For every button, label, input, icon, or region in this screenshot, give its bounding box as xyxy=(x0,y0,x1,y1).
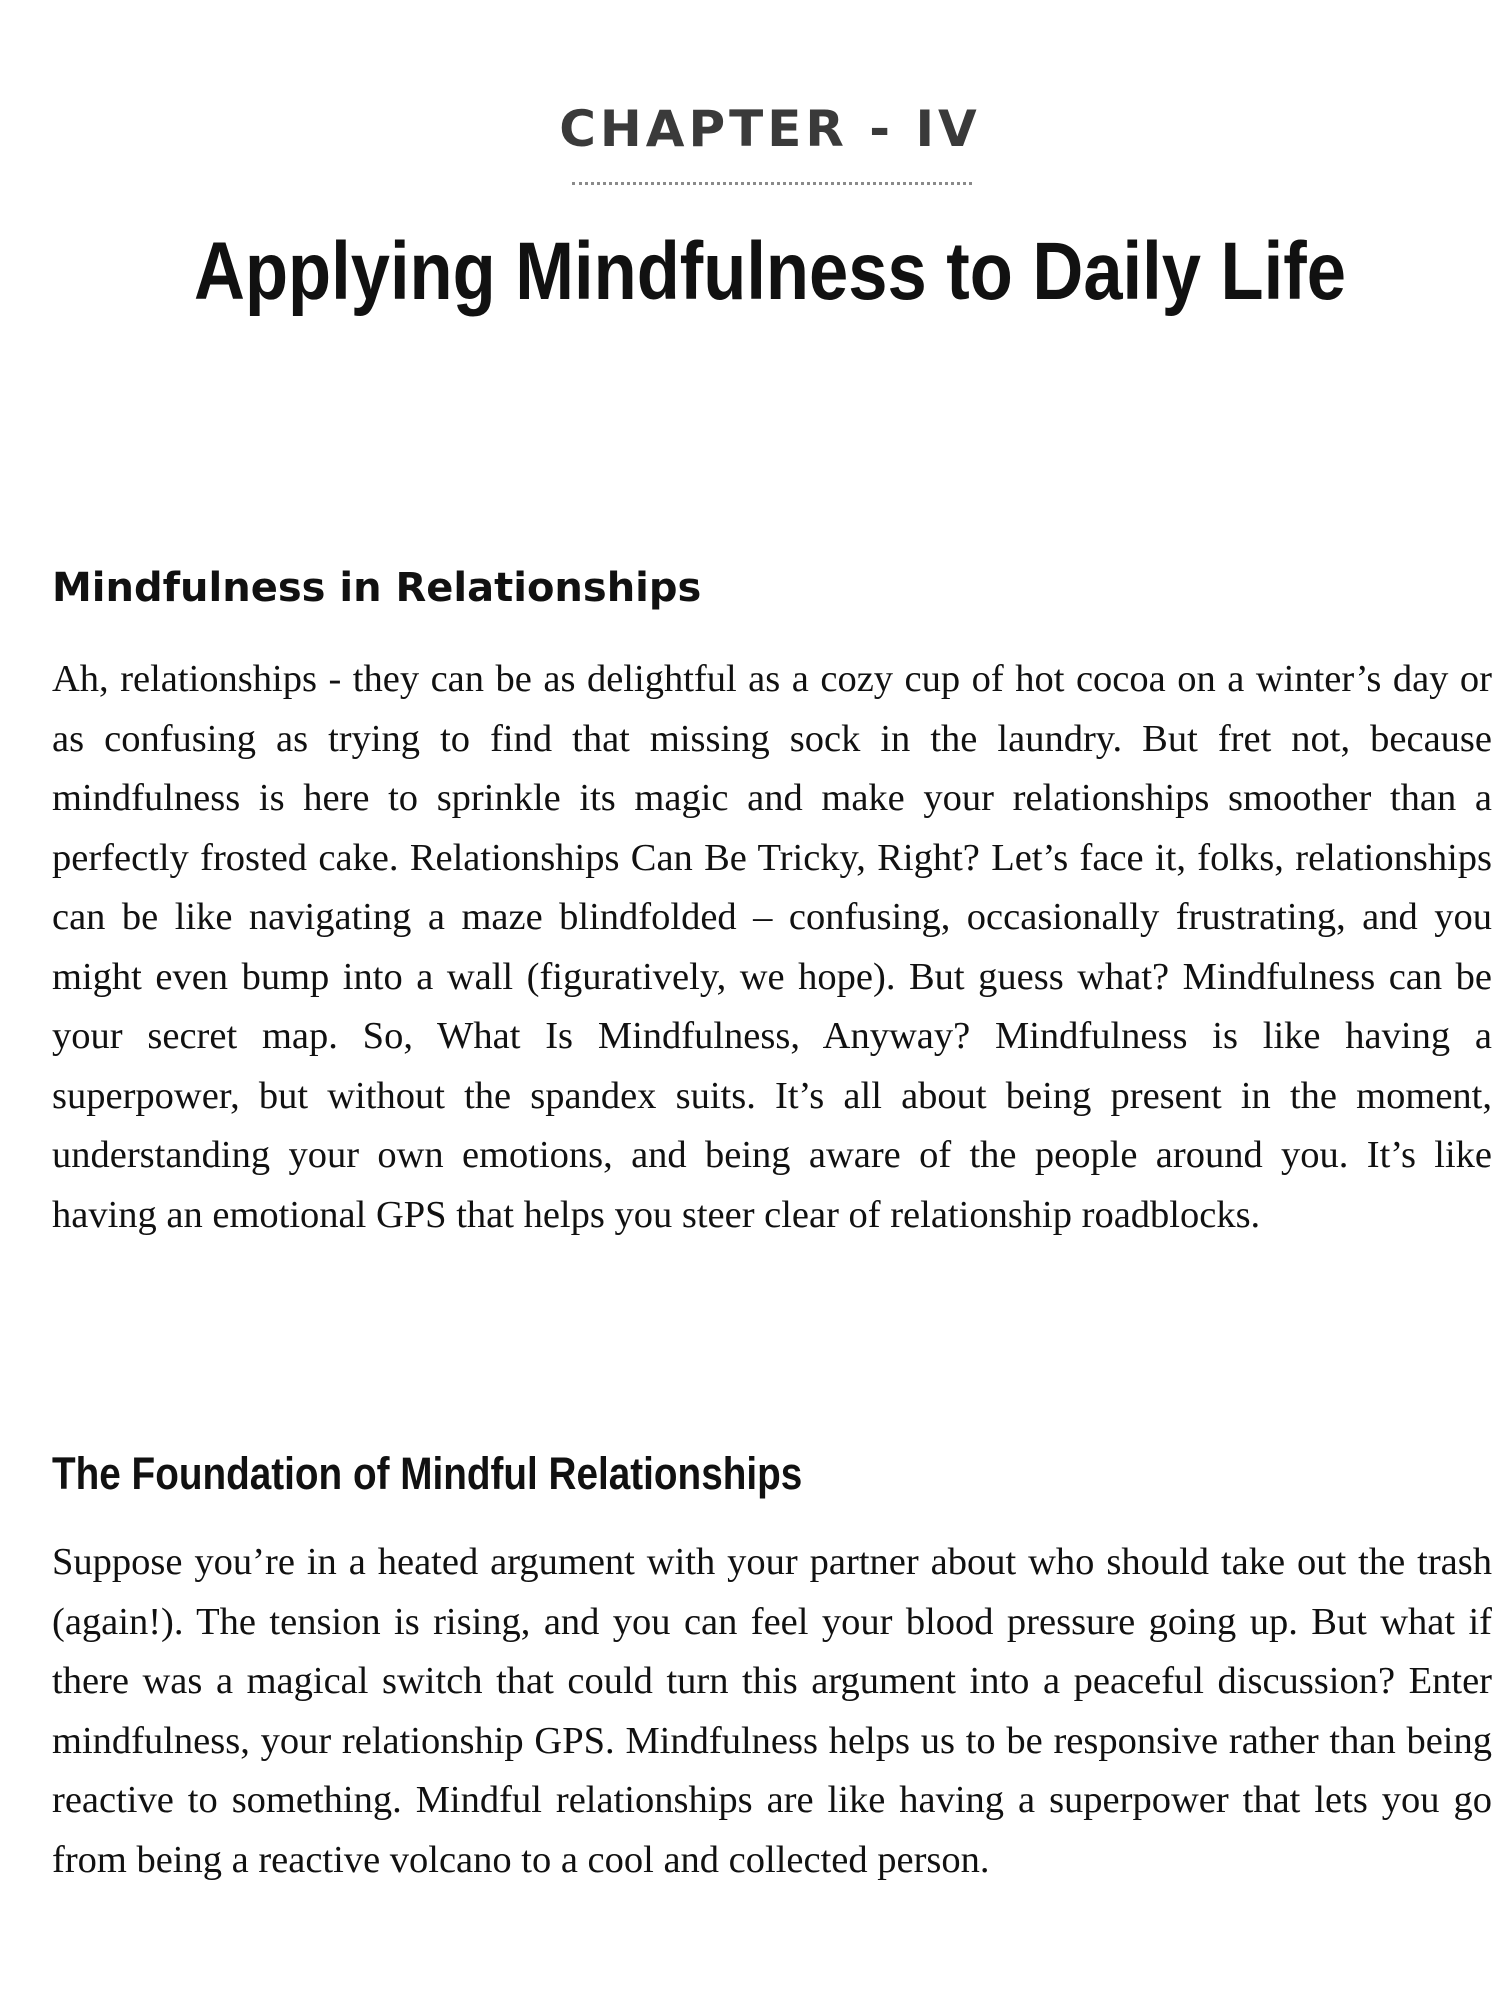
section-heading-relationships: Mindfulness in Relationships xyxy=(52,565,702,611)
chapter-title: Applying Mindfulness to Daily Life xyxy=(194,226,1346,317)
section-paragraph-relationships: Ah, relationships - they can be as delightful as a cozy cup of hot cocoa on a winter’s day or as confusing as trying to find that missing sock in the laundry. But fret not, because mindfulness is here to sprinkle its magic and make your relationships smoother than a perfectly frosted cake. Relationships Can Be Tricky, Right? Let’s face it, folks, relationships can be like navigating a maze blindfolded – confusing, occasionally frustrating, and you might even bump into a wall (figuratively, we hope). But guess what? Mindfulness can be your secret map. So, What Is Mindfulness, Anyway? Mindfulness is like having a superpower, but without the spandex suits. It’s all about being present in the moment, understanding your own emotions, and being aware of the people around you. It’s like having an emotional GPS that helps you steer clear of relationship roadblocks. xyxy=(52,658,1492,1236)
section-heading-foundation: The Foundation of Mindful Relationships xyxy=(52,1448,803,1499)
section-paragraph-foundation: Suppose you’re in a heated argument with your partner about who should take out the trash (again!). The tension is rising, and you can feel your blood pressure going up. But what if there was a magical switch that could turn this argument into a peaceful discussion? Enter mindfulness, your relationship GPS. Mindfulness helps us to be responsive rather than being reactive to something. Mindful relationships are like having a superpower that lets you go from being a reactive volcano to a cool and collected person. xyxy=(52,1541,1492,1881)
chapter-divider xyxy=(572,182,972,185)
chapter-label: CHAPTER - IV xyxy=(559,100,981,158)
